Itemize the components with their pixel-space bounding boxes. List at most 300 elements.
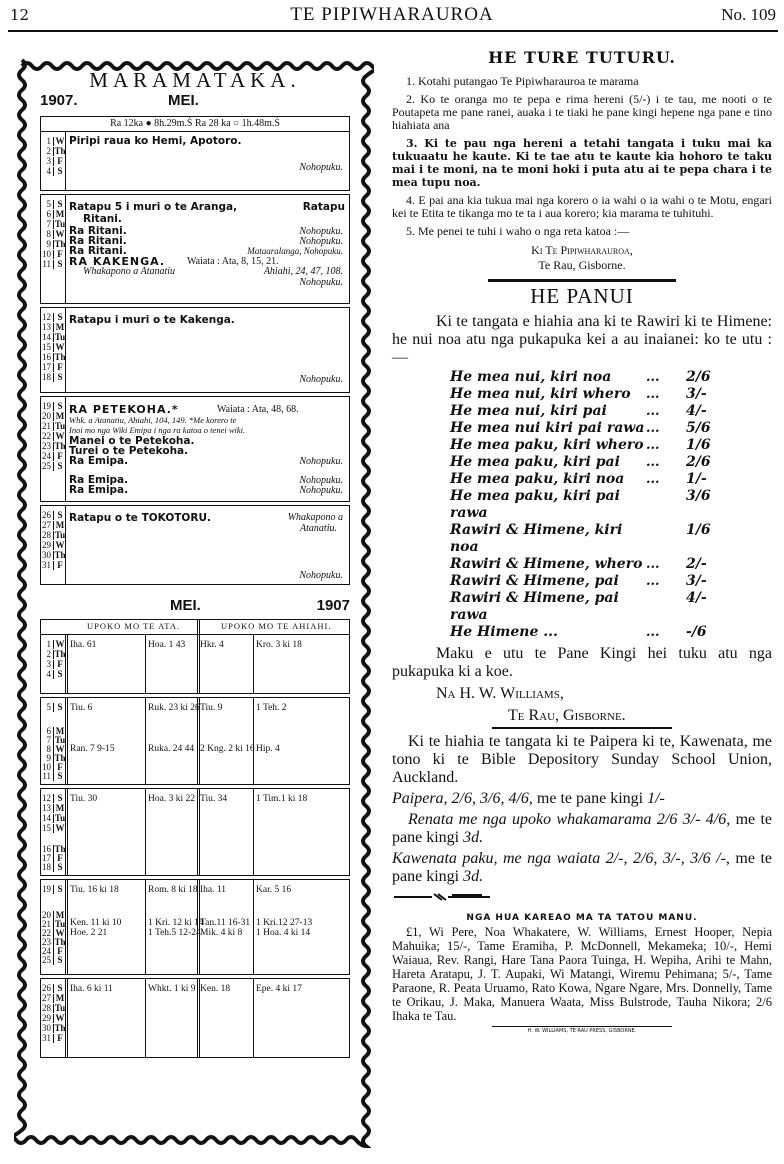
- column-divider: [145, 635, 146, 693]
- moon-phases: Ra 12ka ● 8h.29m.Ṡ Ra 28 ka ○ 1h.48m.Ṡ: [40, 116, 350, 132]
- day-number: 11: [42, 771, 51, 781]
- weekday-letter: F: [53, 947, 66, 956]
- day-number: 26: [42, 510, 51, 520]
- lessons-header: [40, 595, 350, 619]
- feast-entry: RA PETEKOHA.*: [69, 403, 179, 416]
- day-number: 2: [46, 649, 51, 659]
- price-value: 2/-: [686, 556, 707, 572]
- column-divider: [145, 979, 146, 1057]
- day-number: 30: [42, 1023, 51, 1033]
- lessons-week-block: [40, 879, 350, 975]
- week-block: [40, 194, 350, 304]
- day-number: 5: [46, 702, 51, 712]
- day-number: 22: [42, 431, 51, 441]
- morning-lesson-1: Tiu. 16 ki 18: [70, 885, 119, 895]
- bible-price-3-text: me te pane kingi: [392, 850, 773, 885]
- column-divider: [253, 880, 254, 974]
- weekday-letter: Tu: [54, 919, 66, 929]
- weekday-letter: Th: [54, 1023, 66, 1033]
- price-value: 1/6: [686, 522, 711, 538]
- column-divider: [67, 635, 68, 693]
- day-number: 7: [46, 735, 51, 745]
- day-number: 18: [42, 862, 51, 872]
- evening-lesson-1: Ken. 18: [200, 984, 231, 994]
- feast-entry: Ra Emipa.: [69, 484, 129, 496]
- day-number: 20: [42, 411, 51, 421]
- evening-lesson-2: 1 Hoa. 4 ki 14: [256, 928, 311, 938]
- day-number: 17: [42, 853, 51, 863]
- weekday-letter: Tu: [54, 735, 66, 745]
- weekday-letter: S: [53, 313, 66, 322]
- price-row: [450, 420, 772, 437]
- bible-price-1-items: Paipera, 2/6, 3/6, 4/6,: [392, 790, 533, 807]
- evening-lesson-1: Tiu. 34: [200, 794, 228, 804]
- weekday-letter: Th: [54, 146, 66, 156]
- bible-notice: Ki te hiahia te tangata ki te Paipera ki te, Kawenata, me tono ki te Bible Depository Sunday School Union, Auckland.: [392, 733, 772, 786]
- weekday-letter: S: [53, 200, 66, 209]
- day-number: 21: [42, 919, 51, 929]
- morning-lesson-2: Ruka. 24 44: [148, 744, 195, 754]
- fast-note: Nohopuku.: [299, 570, 343, 581]
- day-number: 31: [42, 1033, 51, 1043]
- evening-lesson-1: Mik. 4 ki 8: [200, 928, 243, 938]
- price-leader: ...: [646, 574, 660, 589]
- day-number: 17: [42, 362, 51, 372]
- feast-entry: Piripi raua ko Hemi, Apotoro.: [69, 135, 242, 147]
- address-line-2: Te Rau, Gisborne.: [538, 258, 626, 272]
- signature-place: Te Rau, Gisborne.: [508, 707, 626, 724]
- price-value: -/6: [686, 624, 707, 640]
- day-column: [41, 195, 66, 303]
- day-number: 6: [46, 726, 51, 736]
- printer-imprint: H. W. WILLIAMS, TE RAU PRESS, GISBORNE.: [492, 1026, 672, 1034]
- weekday-letter: F: [53, 763, 66, 772]
- lessons-week-block: [40, 697, 350, 785]
- price-leader: ...: [646, 370, 660, 385]
- weekday-letter: S: [53, 794, 66, 803]
- almanac-year-month: [40, 92, 350, 112]
- day-number: 12: [42, 312, 51, 322]
- day-number: 31: [42, 560, 51, 570]
- evening-lesson-2: Epe. 4 ki 17: [256, 984, 302, 994]
- day-number: 28: [42, 530, 51, 540]
- weekday-letter: S: [53, 885, 66, 894]
- day-number: 7: [46, 219, 51, 229]
- right-column: [392, 44, 772, 1034]
- feast-entry: Ritani.: [83, 213, 122, 225]
- weekday-letter: F: [53, 250, 66, 259]
- evening-lesson-2: Hip. 4: [256, 744, 280, 754]
- panui-intro: Ki te tangata e hiahia ana ki te Rawiri ki te Himene: he nui noa atu nga pukapuka kei a au inaianei: ko te utu :—: [392, 313, 772, 366]
- price-item: Rawiri & Himene, pai rawa: [450, 590, 619, 623]
- column-divider: [67, 979, 68, 1057]
- day-number: 8: [46, 744, 51, 754]
- lessons-week-block: [40, 978, 350, 1058]
- day-column: [41, 698, 66, 784]
- rule-5: 5. Me penei te tuhi i waho o nga reta katoa :—: [406, 224, 630, 238]
- feast-entry: Ra Emipa.: [69, 455, 129, 467]
- morning-lesson-2: 1 Kri. 12 ki 14: [148, 918, 204, 928]
- evening-lesson-2: 1 Kri.12 27-13: [256, 918, 313, 928]
- signature-name: Na H. W. Williams,: [436, 685, 564, 702]
- column-divider: [253, 789, 254, 875]
- weekday-letter: M: [53, 994, 66, 1003]
- morning-lesson-1: Tiu. 30: [70, 794, 98, 804]
- feast-entry: Ra Ritani.: [69, 225, 127, 237]
- fast-note: Nohopuku.: [299, 277, 343, 288]
- day-column: [41, 635, 66, 693]
- evening-lesson-1: Iha. 11: [200, 885, 227, 895]
- bible-price-3-items: Kawenata paku, me nga waiata 2/-, 2/6, 3/-, 3/6 /-,: [392, 850, 730, 867]
- feast-entry: Manei o te Petekoha.: [69, 435, 195, 447]
- weekday-letter: F: [53, 157, 66, 166]
- rules-heading: HE TURE TUTURU.: [488, 48, 676, 67]
- weekday-letter: Th: [54, 649, 66, 659]
- day-number: 13: [42, 322, 51, 332]
- day-number: 25: [42, 461, 51, 471]
- price-row: [450, 522, 772, 556]
- evening-header: UPOKO MO TE AHIAHI.: [221, 621, 332, 631]
- weekday-letter: S: [53, 863, 66, 872]
- day-number: 3: [46, 156, 51, 166]
- weekday-letter: W: [53, 745, 66, 754]
- column-divider: [253, 979, 254, 1057]
- column-divider: [253, 698, 254, 784]
- weekday-letter: F: [53, 452, 66, 461]
- weekday-letter: S: [53, 373, 66, 382]
- price-item: Rawiri & Himene, pai: [450, 573, 619, 589]
- column-divider: [145, 880, 146, 974]
- price-value: 4/-: [686, 590, 707, 606]
- calendar-box: [14, 58, 374, 1148]
- price-value: 5/6: [686, 420, 711, 436]
- weekday-letter: F: [53, 660, 66, 669]
- weekday-letter: S: [53, 511, 66, 520]
- fast-note: Nohopuku.: [299, 456, 343, 467]
- price-value: 2/6: [686, 454, 711, 470]
- day-number: 14: [42, 813, 51, 823]
- price-leader: ...: [646, 404, 660, 419]
- hymn-note: Atanatiu.: [300, 523, 337, 534]
- feast-entry: Ratapu i muri o te Kakenga.: [69, 314, 235, 326]
- day-column: [41, 308, 66, 392]
- evening-lesson-1: Tiu. 9: [200, 703, 223, 713]
- feast-entry: Turei o te Petekoha.: [69, 445, 189, 457]
- day-number: 10: [42, 249, 51, 259]
- ornament-divider: [392, 892, 492, 902]
- weekday-letter: M: [53, 323, 66, 332]
- day-number: 2: [46, 146, 51, 156]
- price-value: 1/6: [686, 437, 711, 453]
- weekday-letter: Th: [54, 844, 66, 854]
- lessons-column-headers: [40, 619, 350, 635]
- price-row: [450, 403, 772, 420]
- page-header: [0, 0, 784, 30]
- day-number: 14: [42, 332, 51, 342]
- day-number: 16: [42, 352, 51, 362]
- rule-1: 1. Kotahi putangao Te Pipiwharauroa te marama: [406, 74, 639, 88]
- morning-lesson-1: Tiu. 6: [70, 703, 93, 713]
- day-column: [41, 397, 66, 501]
- morning-lesson-2: Hoa. 1 43: [148, 640, 186, 650]
- price-leader: ...: [646, 557, 660, 572]
- morning-lesson-1: Hoe. 2 21: [70, 928, 108, 938]
- weekday-letter: Th: [54, 352, 66, 362]
- day-number: 23: [42, 937, 51, 947]
- day-number: 28: [42, 1003, 51, 1013]
- bible-price-1-text: me te pane kingi: [532, 790, 648, 807]
- hymn-note: Waiata : Ata, 48, 68.: [217, 404, 299, 415]
- evening-lesson-2: 1 Teh. 2: [256, 703, 287, 713]
- morning-lesson-2: 1 Teh.5 12-24: [148, 928, 201, 938]
- day-number: 24: [42, 946, 51, 956]
- weekday-letter: M: [53, 911, 66, 920]
- bible-price-1: [392, 790, 772, 808]
- day-column: [41, 789, 66, 875]
- price-leader: [646, 590, 686, 624]
- price-item: He mea paku, kiri noa: [450, 471, 625, 487]
- price-row: [450, 556, 772, 573]
- day-number: 15: [42, 342, 51, 352]
- day-number: 30: [42, 550, 51, 560]
- lessons-year: 1907: [316, 597, 350, 614]
- weekday-letter: F: [53, 854, 66, 863]
- price-row: [450, 624, 772, 641]
- day-number: 1: [46, 639, 51, 649]
- week-block: [40, 396, 350, 502]
- price-item: He mea nui, kiri whero: [450, 386, 631, 402]
- day-number: 21: [42, 421, 51, 431]
- morning-lesson-1: Iha. 61: [70, 640, 97, 650]
- hymn-note: Whakapono a: [287, 512, 343, 523]
- column-divider: [253, 635, 254, 693]
- price-item: He Himene ...: [450, 624, 558, 640]
- weekday-letter: S: [53, 772, 66, 781]
- day-number: 20: [42, 910, 51, 920]
- day-number: 29: [42, 540, 51, 550]
- lessons-week-block: [40, 635, 350, 694]
- weekday-letter: W: [53, 432, 66, 441]
- fast-note: Nohopuku.: [299, 226, 343, 237]
- donors-list: £1, Wi Pere, Noa Whakatere, W. Williams, Ernest Hooper, Nepia Mahuika; 15/-, Tame Eramiha, P. McDonnell, Mekameka; 10/-, Hemi Waiaua, Rev. Rangi, Hare Tana Paora Tuinga, H. Wepiha, Arihi te Mahn, Hareta Aratapu, J. T. Aupaki, Wi Matangi, Wiremu Pehimana; 5/-, Tame Paraone, R. Peata Uruamo, Rato Kowa, Ngare Ngare, Mrs. Donnelly, Tame te Orikau, J. Maka, Manuera Waata, Miss Bulstrode, Tauha Nikora; 2/6 Ihaka te Tau.: [392, 925, 772, 1023]
- morning-lesson-1: Iha. 6 ki 11: [70, 984, 113, 994]
- week-block: [40, 505, 350, 585]
- price-value: 3/6: [686, 488, 711, 504]
- price-row: [450, 437, 772, 454]
- hymn-note: Whakapono a Atanatiu: [83, 266, 176, 277]
- weekday-letter: Tu: [54, 1003, 66, 1013]
- evening-lesson-1: Hkr. 4: [200, 640, 224, 650]
- price-leader: [646, 488, 686, 522]
- weekday-letter: W: [53, 230, 66, 239]
- day-column: [41, 506, 66, 584]
- weekday-letter: M: [53, 521, 66, 530]
- feast-entry: Ra Ritani.: [69, 235, 127, 247]
- weekday-letter: F: [53, 363, 66, 372]
- weekday-letter: W: [53, 824, 66, 833]
- weekday-letter: M: [53, 412, 66, 421]
- price-leader: ...: [646, 455, 660, 470]
- price-row: [450, 573, 772, 590]
- morning-lesson-2: Hoa. 3 ki 22: [148, 794, 195, 804]
- week-block: [40, 307, 350, 393]
- morning-lesson-1: Ran. 7 9-15: [70, 744, 115, 754]
- weekday-letter: W: [53, 929, 66, 938]
- feast-entry: Ra Emipa.: [69, 474, 129, 486]
- morning-lesson-2: Ruk. 23 ki 26: [148, 703, 200, 713]
- weekday-letter: W: [53, 541, 66, 550]
- day-column: [41, 979, 66, 1057]
- day-number: 15: [42, 823, 51, 833]
- price-value: 3/-: [686, 386, 707, 402]
- price-row: [450, 454, 772, 471]
- weekday-letter: W: [53, 343, 66, 352]
- feast-entry: Ratapu 5 i muri o te Aranga,: [69, 201, 238, 213]
- price-row: [450, 369, 772, 386]
- weekday-letter: M: [53, 804, 66, 813]
- evening-lesson-2: Kro. 3 ki 18: [256, 640, 302, 650]
- day-number: 4: [46, 669, 51, 679]
- lessons-month: MEI.: [170, 597, 201, 614]
- column-divider: [67, 880, 68, 974]
- weekday-letter: S: [53, 260, 66, 269]
- day-number: 3: [46, 659, 51, 669]
- bible-price-2-items: Renata me nga upoko whakamarama 2/6 3/- 4/6,: [408, 811, 731, 828]
- day-number: 8: [46, 229, 51, 239]
- weekday-letter: Th: [54, 753, 66, 763]
- day-number: 19: [42, 884, 51, 894]
- price-row: [450, 590, 772, 624]
- weekday-letter: Th: [54, 239, 66, 249]
- feast-entry: Ra Ritani.: [69, 245, 127, 257]
- address-line-1: Ki Te Pipiwharauroa,: [531, 243, 633, 257]
- weekday-letter: S: [53, 984, 66, 993]
- price-leader: [646, 522, 686, 556]
- day-number: 19: [42, 401, 51, 411]
- day-number: 4: [46, 166, 51, 176]
- section-rule: [488, 279, 676, 282]
- bible-price-2-text: me te pane kingi: [392, 811, 773, 846]
- panui-outro: Maku e utu te Pane Kingi hei tuku atu nga pukapuka ki a koe.: [392, 645, 772, 680]
- fast-note: Nohopuku.: [299, 475, 343, 486]
- price-leader: ...: [646, 387, 660, 402]
- weekday-letter: W: [53, 1014, 66, 1023]
- column-divider: [145, 698, 146, 784]
- price-item: He mea nui, kiri noa: [450, 369, 612, 385]
- almanac-title: MARAMATAKA.: [89, 68, 301, 92]
- weekday-letter: S: [53, 670, 66, 679]
- day-number: 24: [42, 451, 51, 461]
- weekday-letter: W: [53, 640, 66, 649]
- lessons-week-block: [40, 788, 350, 876]
- feast-entry: RA KAKENGA.: [69, 255, 166, 268]
- evening-lesson-2: Kar. 5 16: [256, 885, 292, 895]
- day-column: [41, 132, 66, 190]
- rule-2: 2. Ko te oranga mo te pepa e rima hereni (5/-) i te tau, me nooti o te Poutapeta me pane ranei, auaka i te tiaki he pane kingi hepene nga pane e tino hiahiata ana: [392, 92, 772, 132]
- fast-note: Nohopuku.: [299, 236, 343, 247]
- price-leader: ...: [646, 421, 660, 436]
- day-number: 9: [46, 753, 51, 763]
- weekday-letter: S: [53, 462, 66, 471]
- weekday-letter: Th: [54, 550, 66, 560]
- morning-lesson-2: Rom. 8 ki 18: [148, 885, 198, 895]
- morning-lesson-2: Whkt. 1 ki 9: [148, 984, 196, 994]
- weekday-letter: S: [53, 167, 66, 176]
- weekday-letter: Tu: [54, 219, 66, 229]
- price-leader: ...: [646, 625, 660, 640]
- weekday-letter: Tu: [54, 421, 66, 431]
- day-number: 9: [46, 239, 51, 249]
- day-column: [41, 880, 66, 974]
- day-number: 1: [46, 136, 51, 146]
- issue-number: No. 109: [721, 5, 776, 24]
- day-number: 18: [42, 372, 51, 382]
- weekday-letter: F: [53, 1034, 66, 1043]
- evening-lesson-1: 2 Kng. 2 ki 16: [200, 744, 255, 754]
- newspaper-title: TE PIPIWHARAUROA: [290, 4, 494, 25]
- weekday-letter: Tu: [54, 813, 66, 823]
- feast-entry: Ratapu o te TOKOTORU.: [69, 512, 211, 524]
- bible-price-3: [392, 850, 772, 886]
- almanac: [40, 68, 350, 1058]
- price-list: [392, 369, 772, 641]
- day-number: 29: [42, 1013, 51, 1023]
- weekday-letter: Tu: [54, 332, 66, 342]
- weekday-letter: Tu: [54, 530, 66, 540]
- weekday-letter: S: [53, 703, 66, 712]
- price-item: Rawiri & Himene, whero: [450, 556, 643, 572]
- weekday-letter: S: [53, 402, 66, 411]
- day-number: 26: [42, 983, 51, 993]
- weekday-letter: Th: [54, 937, 66, 947]
- panui-heading: HE PANUI: [530, 284, 634, 308]
- day-number: 16: [42, 844, 51, 854]
- bible-price-3-postage: 3d.: [463, 868, 484, 885]
- weekday-letter: M: [53, 727, 66, 736]
- week-block: [40, 132, 350, 191]
- day-number: 27: [42, 520, 51, 530]
- day-number: 5: [46, 199, 51, 209]
- fast-note: Mataaralanga, Nohopuku.: [247, 246, 343, 256]
- column-divider: [67, 698, 68, 784]
- header-rule: [8, 30, 778, 32]
- price-item: He mea nui, kiri pai: [450, 403, 607, 419]
- weekday-letter: M: [53, 210, 66, 219]
- morning-header: UPOKO MO TE ATA.: [87, 621, 181, 631]
- evening-lesson-2: 1 Tim.1 ki 18: [256, 794, 308, 804]
- day-number: 10: [42, 762, 51, 772]
- price-item: Rawiri & Himene, kiri noa: [450, 522, 623, 555]
- day-number: 13: [42, 803, 51, 813]
- rule-3: 3. Ki te pau nga hereni a tetahi tangata i tuku mai ka tukuaatu he kaute. Ki te tae atu te kaute kia hohoro te taku mai i te moni, na te moni hoki i puta atu ai te pepa chara i te mea tupu noa.: [392, 137, 772, 189]
- column-divider: [67, 789, 68, 875]
- year-label: 1907.: [40, 92, 78, 109]
- fast-note: Nohopuku.: [299, 162, 343, 173]
- price-row: [450, 386, 772, 403]
- price-item: He mea paku, kiri whero: [450, 437, 644, 453]
- price-value: 3/-: [686, 573, 707, 589]
- weekday-letter: F: [53, 561, 66, 570]
- page-number: 12: [10, 6, 30, 24]
- price-item: He mea paku, kiri pai rawa: [450, 488, 620, 521]
- rule-4: 4. E pai ana kia tukua mai nga korero o ia wahi o ia wahi o te Motu, engari kei te Etita te tikanga mo te ta i aua korero; kia marama te tuhituhi.: [392, 193, 772, 220]
- month-label: MEI.: [168, 92, 199, 109]
- fast-note: Nohopuku.: [299, 485, 343, 496]
- day-number: 22: [42, 928, 51, 938]
- price-leader: ...: [646, 472, 660, 487]
- price-row: [450, 471, 772, 488]
- day-number: 27: [42, 993, 51, 1003]
